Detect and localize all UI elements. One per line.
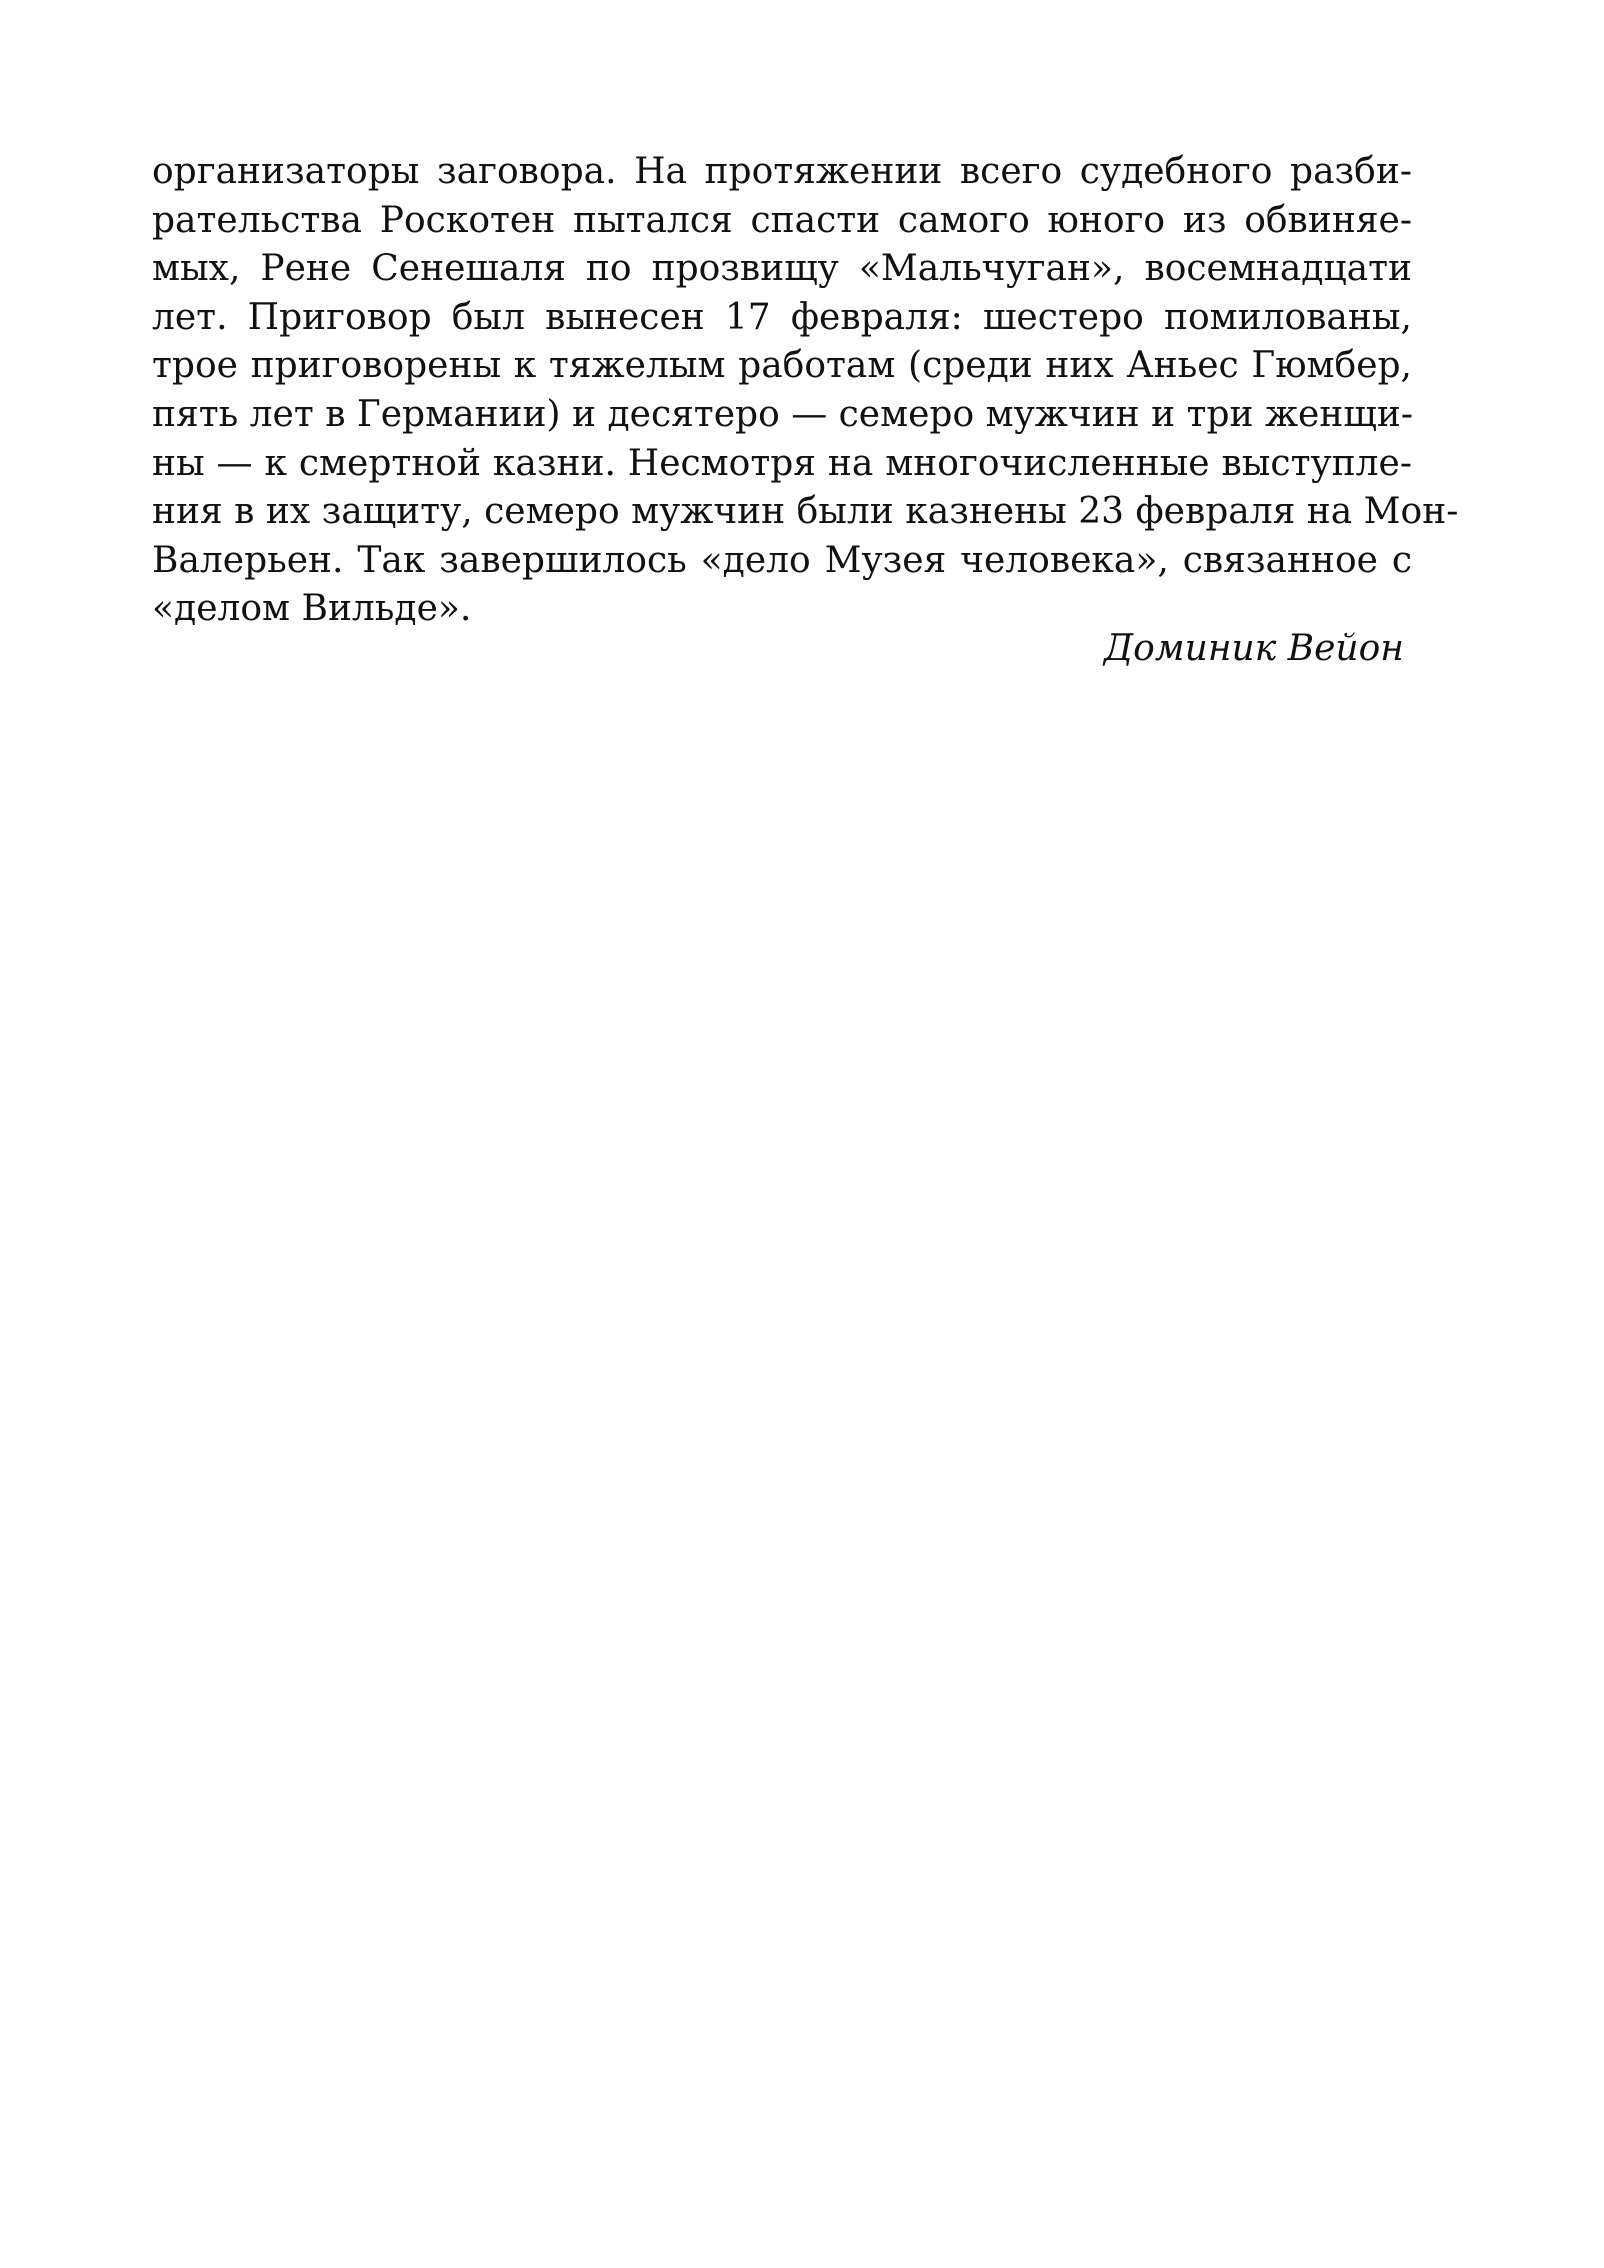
text-line: пять лет в Германии) и десятеро — семеро мужчин и три женщи- xyxy=(152,393,1413,435)
text-line: Валерьен. Так завершилось «дело Музея человека», связанное с xyxy=(152,539,1412,581)
text-line: трое приговорены к тяжелым работам (среди них Аньес Гюмбер, xyxy=(152,345,1412,387)
text-line: ния в их защиту, семеро мужчин были казнены 23 февраля на Мон- xyxy=(152,491,1459,533)
text-line: рательства Роскотен пытался спасти самого юного из обвиняе- xyxy=(152,199,1412,241)
text-line: ны — к смертной казни. Несмотря на многочисленные выступле- xyxy=(152,442,1412,484)
body-paragraph xyxy=(152,148,1459,634)
text-line: организаторы заговора. На протяжении всего судебного разби- xyxy=(152,151,1412,192)
text-line: «делом Вильде». xyxy=(152,588,472,630)
text-line: мых, Рене Сенешаля по прозвищу «Мальчуган», восемнадцати xyxy=(152,248,1412,290)
author-signature: Доминик Вейон xyxy=(1103,628,1404,669)
text-line: лет. Приговор был вынесен 17 февраля: шестеро помилованы, xyxy=(152,296,1412,338)
